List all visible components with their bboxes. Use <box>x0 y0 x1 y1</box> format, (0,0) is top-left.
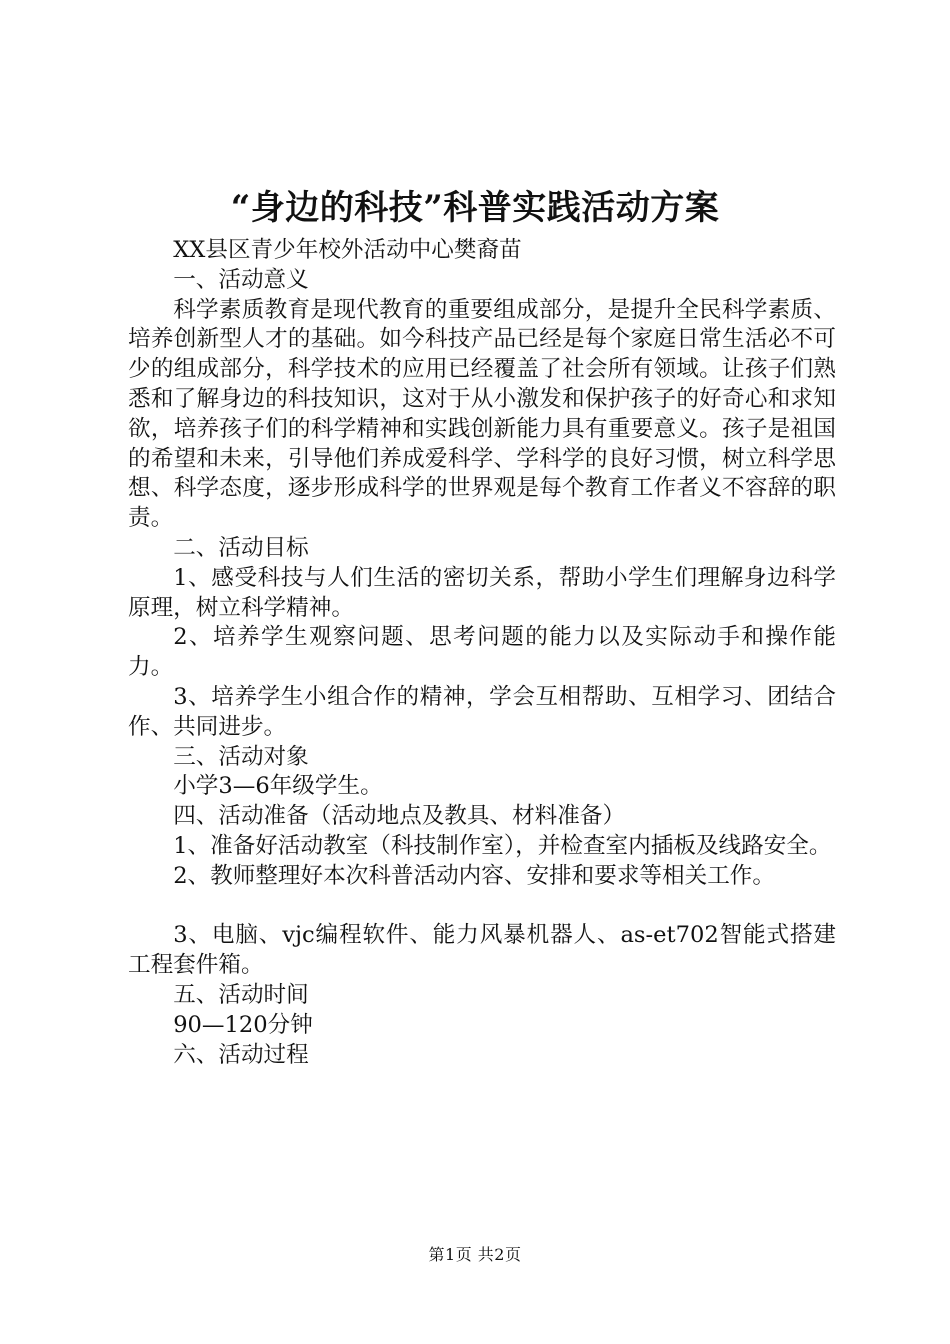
paragraph-audience: 小学3—6年级学生。 <box>173 773 383 800</box>
preparation-item-1: 1、准备好活动教室（科技制作室），并检查室内插板及线路安全。 <box>173 832 832 859</box>
document-body <box>128 236 836 1070</box>
paragraph-significance: 科学素质教育是现代教育的重要组成部分，是提升全民科学素质、培养创新型人才的基础。如今科技产品已经是每个家庭日常生活必不可少的组成部分，科学技术的应用已经覆盖了社会所有领域。让孩子们熟悉和了解身边的科技知识，这对于从小激发和保护孩子的好奇心和求知欲，培养孩子们的科学精神和实践创新能力具有重要意义。孩子是祖国的希望和未来，引导他们养成爱科学、学科学的良好习惯，树立科学思想、科学态度，逐步形成科学的世界观是每个教育工作者义不容辞的职责。 <box>128 296 836 532</box>
section-heading-time: 五、活动时间 <box>173 981 309 1008</box>
goal-item-2: 2、培养学生观察问题、思考问题的能力以及实际动手和操作能力。 <box>128 624 836 681</box>
section-heading-preparation: 四、活动准备（活动地点及教具、材料准备） <box>173 803 626 830</box>
section-heading-significance: 一、活动意义 <box>173 266 309 293</box>
preparation-item-2: 2、教师整理好本次科普活动内容、安排和要求等相关工作。 <box>173 862 775 889</box>
page-footer: 第1页 共2页 <box>428 1245 522 1264</box>
goal-item-1: 1、感受科技与人们生活的密切关系，帮助小学生们理解身边科学原理，树立科学精神。 <box>128 564 836 621</box>
author-line: XX县区青少年校外活动中心樊裔苗 <box>173 237 522 263</box>
section-heading-goals: 二、活动目标 <box>173 534 309 561</box>
goal-item-3: 3、培养学生小组合作的精神，学会互相帮助、互相学习、团结合作、共同进步。 <box>128 683 836 740</box>
section-heading-audience: 三、活动对象 <box>173 743 309 770</box>
blank-line <box>128 892 836 922</box>
paragraph-time: 90—120分钟 <box>173 1011 313 1038</box>
document-title: “身边的科技”科普实践活动方案 <box>230 188 720 228</box>
section-heading-process: 六、活动过程 <box>173 1041 309 1068</box>
preparation-item-3: 3、电脑、vjc编程软件、能力风暴机器人、as-et702智能式搭建工程套件箱。 <box>128 922 836 979</box>
